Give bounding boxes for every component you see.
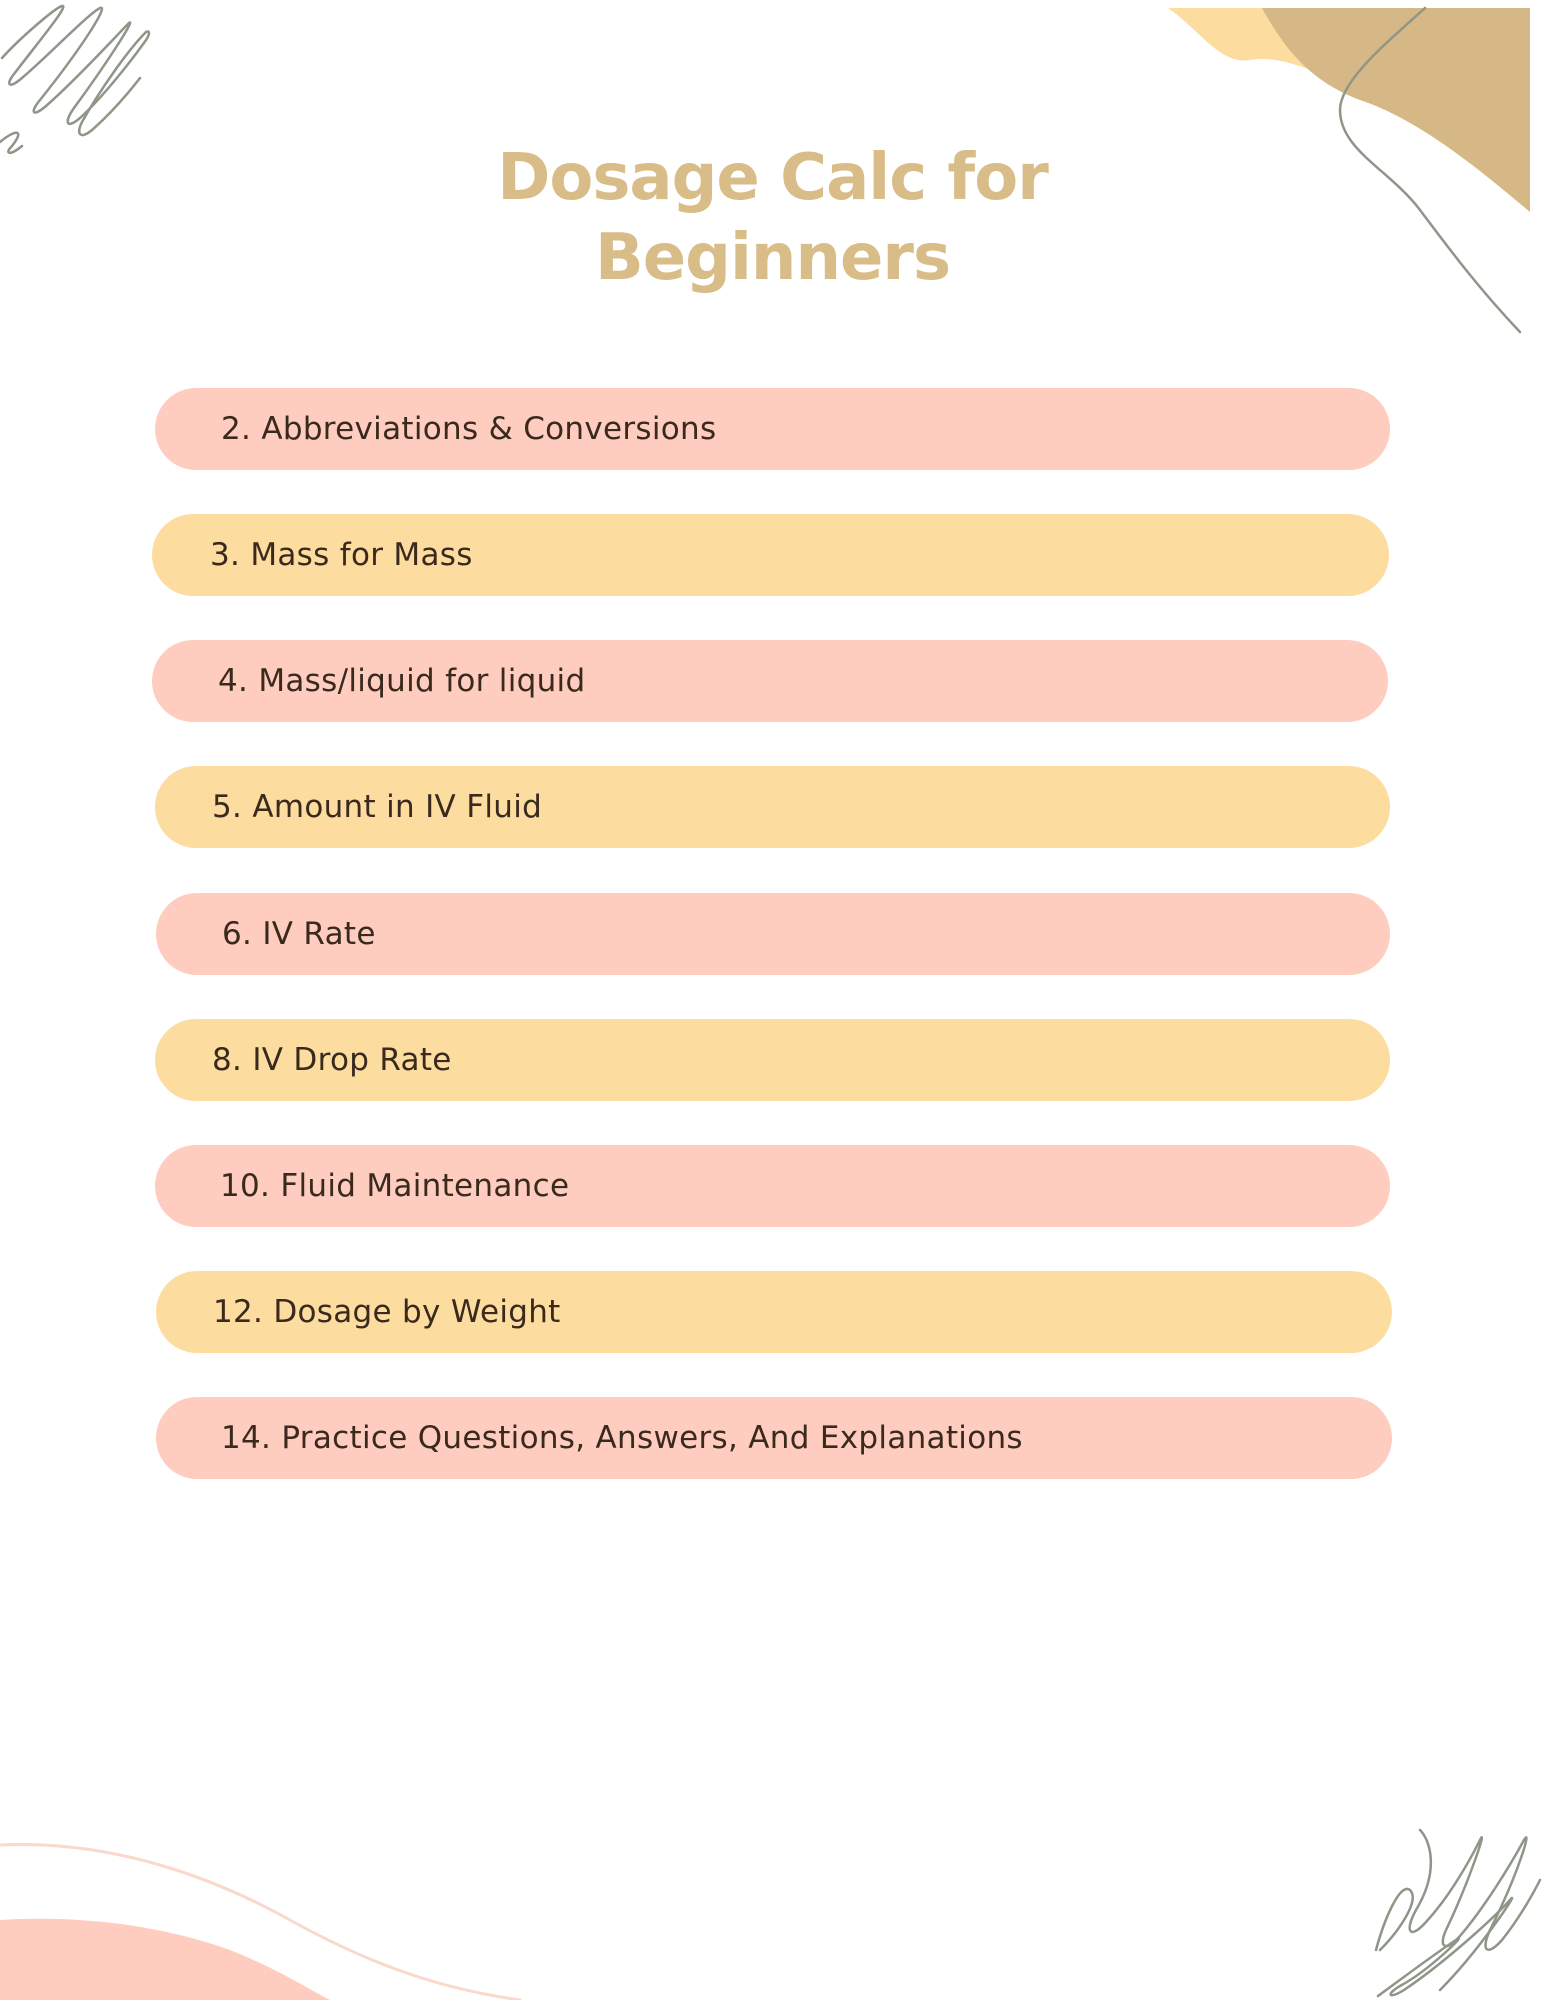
toc-item-mass-liquid[interactable] — [152, 640, 1388, 722]
toc-item-label: 3. Mass for Mass — [210, 537, 473, 573]
toc-item-label: 8. IV Drop Rate — [212, 1042, 452, 1078]
squiggle-decoration-bottom-right — [1360, 1800, 1545, 2000]
toc-item-label: 14. Practice Questions, Answers, And Explanations — [221, 1420, 1023, 1456]
page-title-line-2: Beginners — [594, 221, 951, 295]
toc-item-mass-for-mass[interactable] — [152, 514, 1389, 596]
toc-item-amount-iv-fluid[interactable] — [155, 766, 1390, 848]
abstract-shape-bottom-left — [0, 1830, 540, 2000]
toc-item-practice-questions[interactable] — [156, 1397, 1392, 1479]
toc-item-iv-rate[interactable] — [156, 893, 1390, 975]
toc-item-fluid-maintenance[interactable] — [155, 1145, 1390, 1227]
toc-item-label: 10. Fluid Maintenance — [220, 1168, 570, 1204]
toc-item-iv-drop-rate[interactable] — [155, 1019, 1390, 1101]
toc-item-label: 12. Dosage by Weight — [213, 1294, 561, 1330]
toc-item-dosage-by-weight[interactable] — [156, 1271, 1392, 1353]
toc-item-label: 6. IV Rate — [222, 916, 376, 952]
toc-item-label: 5. Amount in IV Fluid — [212, 789, 543, 825]
page-title-line-1: Dosage Calc for — [497, 141, 1048, 215]
toc-item-label: 2. Abbreviations & Conversions — [221, 411, 717, 447]
toc-item-abbreviations[interactable] — [155, 388, 1390, 470]
toc-item-label: 4. Mass/liquid for liquid — [218, 663, 586, 699]
